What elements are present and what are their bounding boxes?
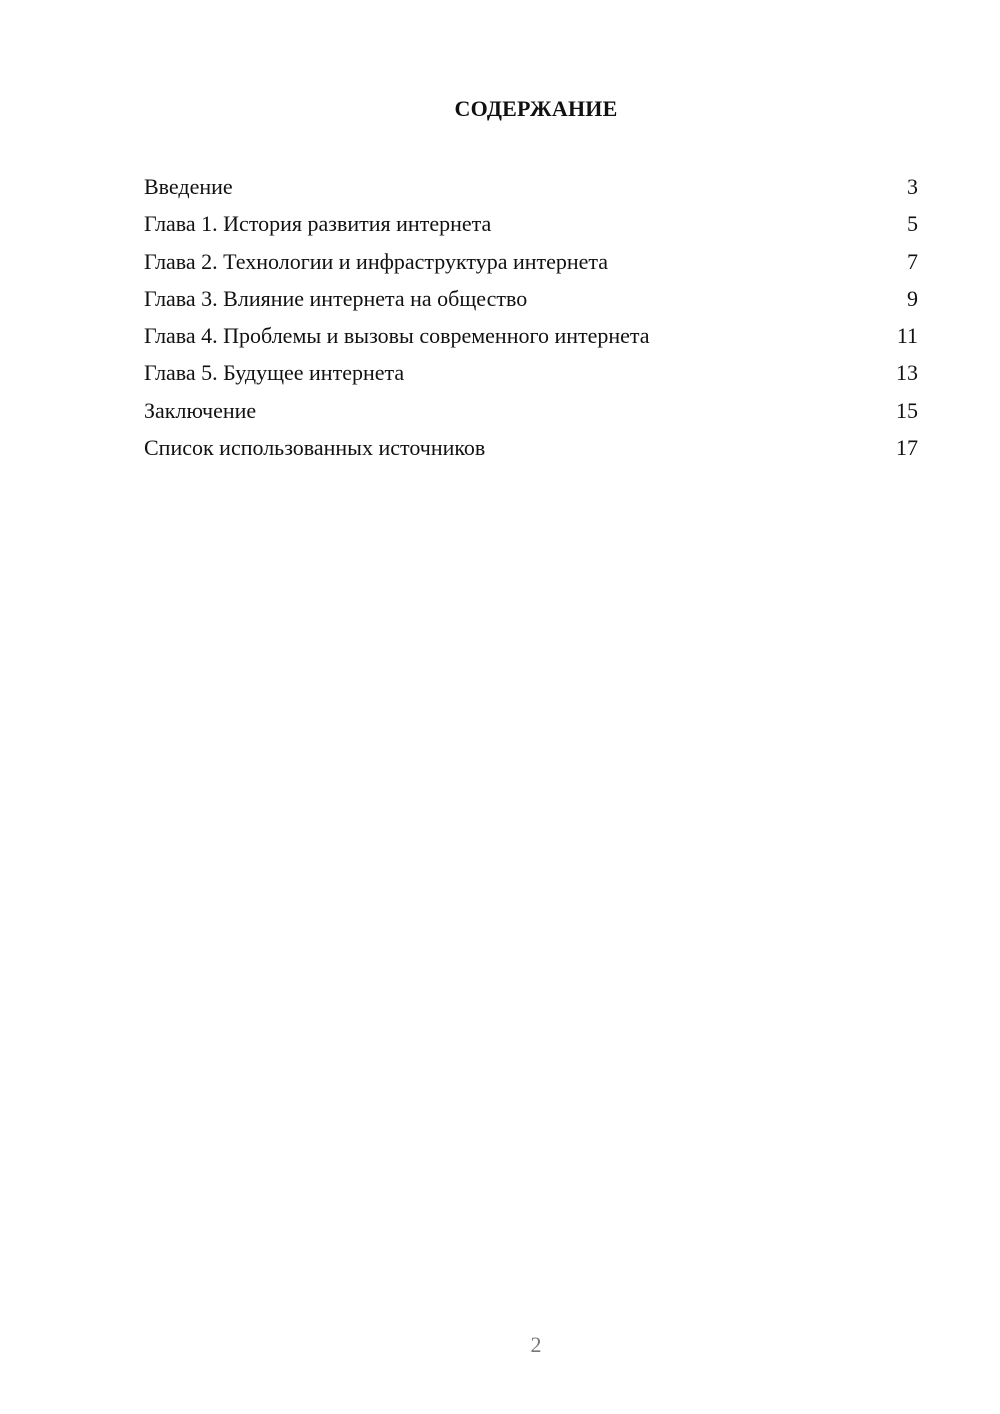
page-number: 2	[530, 1332, 542, 1357]
toc-entry-page: 15	[896, 397, 918, 423]
toc-entry-title: Глава 5. Будущее интернета	[144, 360, 405, 386]
toc-entry	[144, 205, 918, 242]
toc-entry-title: Глава 2. Технологии и инфраструктура интернета	[144, 248, 609, 274]
toc-entry-title: Глава 4. Проблемы и вызовы современного интернета	[144, 323, 650, 349]
toc-entry-page: 11	[896, 323, 918, 349]
toc-entry-page: 9	[907, 285, 918, 311]
table-of-contents	[144, 168, 918, 466]
toc-entry	[144, 354, 918, 391]
toc-entry	[144, 168, 918, 205]
toc-entry	[144, 280, 918, 317]
toc-entry	[144, 243, 918, 280]
toc-entry	[144, 429, 918, 466]
toc-entry	[144, 392, 918, 429]
page-title: СОДЕРЖАНИЕ	[454, 96, 618, 121]
toc-entry-page: 3	[907, 174, 918, 199]
toc-entry-title: Глава 3. Влияние интернета на общество	[144, 285, 528, 311]
toc-entry-page: 5	[907, 211, 918, 237]
toc-entry-title: Заключение	[144, 397, 257, 423]
toc-entry-title: Список использованных источников	[144, 435, 486, 461]
toc-entry-page: 17	[896, 435, 918, 461]
toc-entry-page: 13	[896, 360, 918, 386]
toc-entry-page: 7	[907, 248, 918, 274]
toc-entry	[144, 317, 918, 354]
toc-entry-title: Введение	[144, 174, 233, 199]
toc-entry-title: Глава 1. История развития интернета	[144, 211, 492, 237]
